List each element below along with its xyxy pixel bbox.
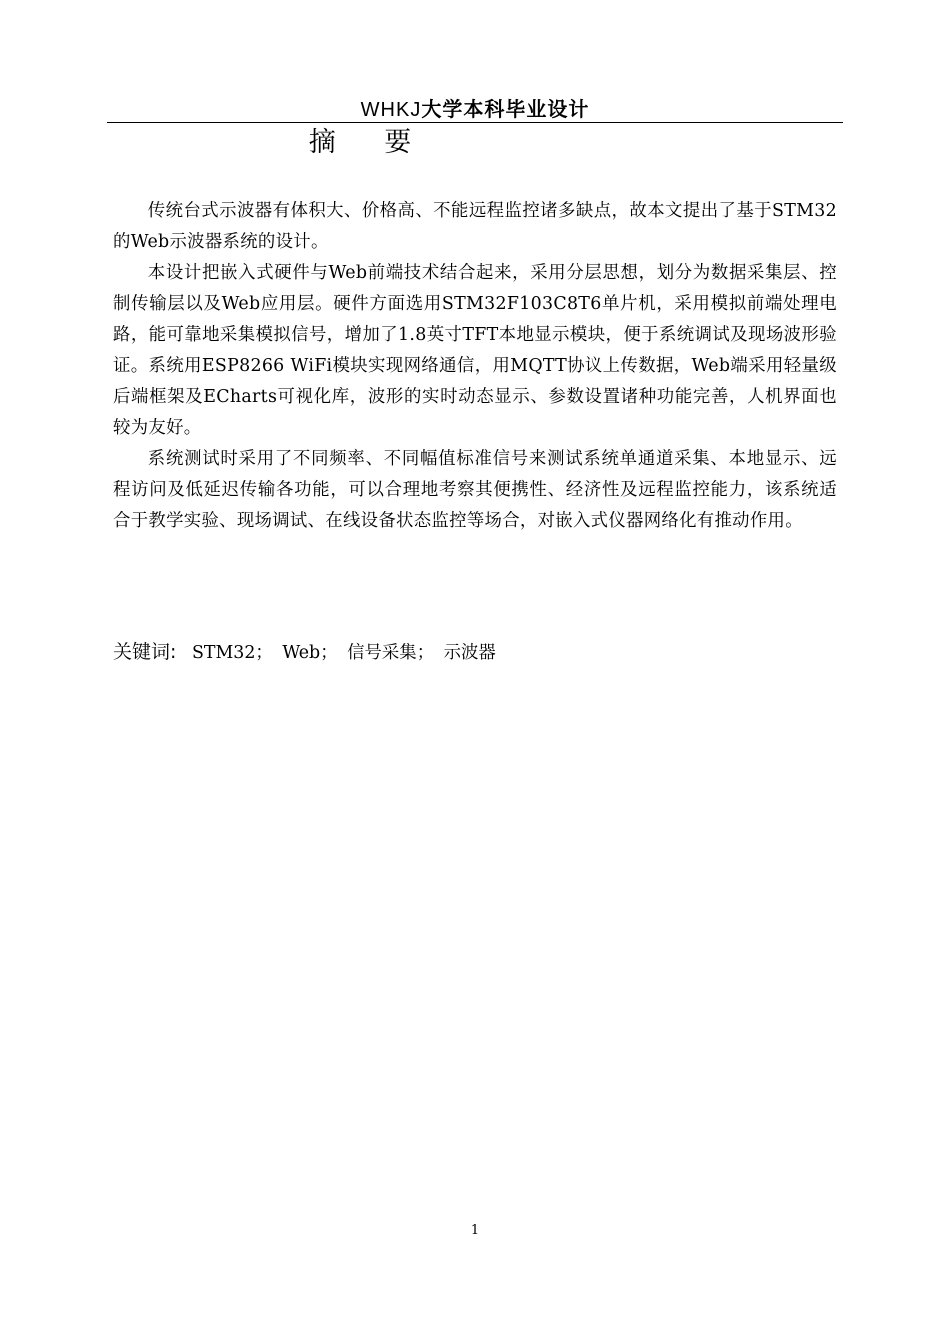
page-number: 1 — [470, 1223, 480, 1238]
keywords-line — [113, 637, 500, 668]
keywords-label: 关键词: — [113, 641, 177, 663]
abstract-body — [113, 196, 837, 537]
keyword-item: Web； — [282, 643, 338, 663]
keyword-item: 信号采集； — [347, 643, 435, 663]
header-title: 大学本科毕业设计 — [421, 97, 590, 121]
keyword-item: 示波器 — [443, 643, 496, 663]
abstract-paragraph-3: 系统测试时采用了不同频率、不同幅值标准信号来测试系统单通道采集、本地显示、远程访问及低延迟传输各功能，可以合理地考察其便携性、经济性及远程监控能力，该系统适合于教学实验、现场调试、在线设备状态监控等场合，对嵌入式仪器网络化有推动作用。 — [113, 449, 837, 531]
page-header — [0, 96, 950, 123]
abstract-paragraph-1: 传统台式示波器有体积大、价格高、不能远程监控诸多缺点，故本文提出了基于STM32的Web示波器系统的设计。 — [113, 201, 837, 252]
abstract-paragraph-2: 本设计把嵌入式硬件与Web前端技术结合起来，采用分层思想，划分为数据采集层、控制传输层以及Web应用层。硬件方面选用STM32F103C8T6单片机，采用模拟前端处理电路，能可靠地采集模拟信号，增加了1.8英寸TFT本地显示模块，便于系统调试及现场波形验证。系统用ESP8266 WiFi模块实现网络通信，用MQTT协议上传数据，Web端采用轻量级后端框架及ECharts可视化库，波形的实时动态显示、参数设置诸种功能完善，人机界面也较为友好。 — [113, 263, 837, 438]
header-school-code: WHKJ — [360, 99, 422, 121]
keyword-item: STM32； — [191, 643, 273, 663]
abstract-title: 摘 要 — [308, 127, 432, 158]
header-rule — [107, 122, 843, 123]
